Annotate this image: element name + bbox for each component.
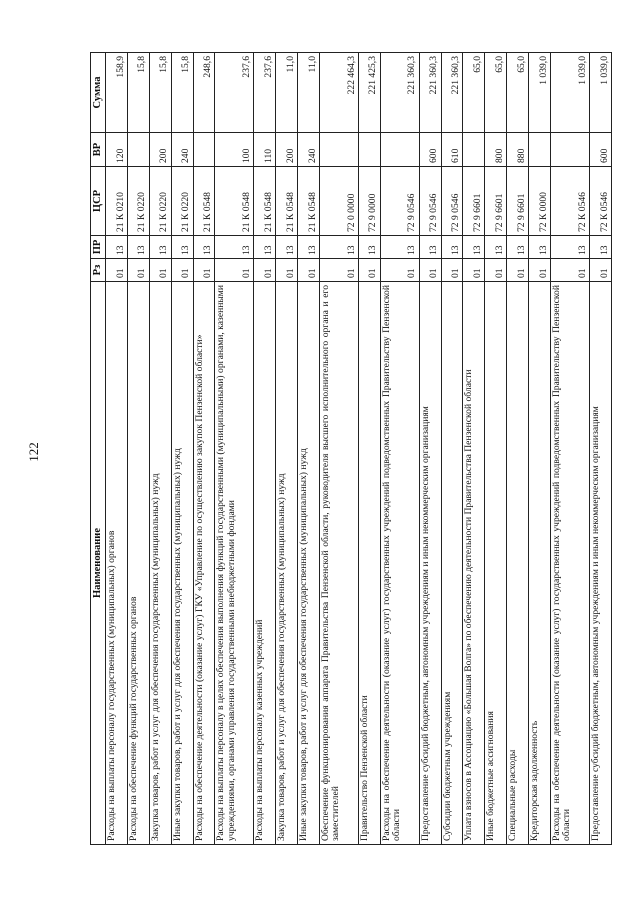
row-csr: 72 9 0000 — [358, 167, 380, 236]
row-name: Расходы на обеспечение деятельности (оказание услуг) ГКУ «Управление по осуществлению закупок Пензенской области» — [193, 282, 215, 845]
header-rz: Рз — [91, 259, 106, 282]
row-csr: 21 К 0548 — [215, 167, 254, 236]
row-vr: 240 — [298, 133, 320, 167]
row-csr: 72 9 0546 — [441, 167, 463, 236]
table-row — [127, 53, 149, 845]
row-pr: 13 — [358, 236, 380, 259]
row-name: Расходы на обеспечение функций государственных органов — [127, 282, 149, 845]
row-name: Предоставление субсидий бюджетным, автономным учреждениям и иным некоммерческим организациям — [419, 282, 441, 845]
header-sum: Сумма — [91, 53, 106, 133]
row-rz: 01 — [550, 259, 589, 282]
table-row — [149, 53, 171, 845]
row-name: Расходы на обеспечение деятельности (оказание услуг) государственных учреждений подведомственных Правительству Пензенской области — [550, 282, 589, 845]
row-name: Закупка товаров, работ и услуг для обеспечения государственных (муниципальных) нужд — [149, 282, 171, 845]
row-pr: 13 — [550, 236, 589, 259]
row-name: Расходы на выплаты персоналу казенных учреждений — [254, 282, 276, 845]
header-vr: ВР — [91, 133, 106, 167]
row-csr: 72 9 0546 — [419, 167, 441, 236]
row-csr: 21 К 0548 — [254, 167, 276, 236]
row-pr: 13 — [193, 236, 215, 259]
table-row — [298, 53, 320, 845]
row-sum: 15,8 — [171, 53, 193, 133]
row-rz: 01 — [529, 259, 551, 282]
row-sum: 221 360,3 — [441, 53, 463, 133]
row-csr: 21 К 0220 — [149, 167, 171, 236]
row-pr: 13 — [171, 236, 193, 259]
row-sum: 1 039,0 — [550, 53, 589, 133]
row-pr: 13 — [215, 236, 254, 259]
row-vr: 100 — [215, 133, 254, 167]
row-vr: 600 — [419, 133, 441, 167]
row-sum: 65,0 — [463, 53, 485, 133]
row-rz: 01 — [589, 259, 611, 282]
row-name: Расходы на обеспечение деятельности (оказание услуг) государственных учреждений подведомственных Правительству Пензенской области — [380, 282, 419, 845]
row-vr — [193, 133, 215, 167]
table-row — [463, 53, 485, 845]
row-name: Закупка товаров, работ и услуг для обеспечения государственных (муниципальных) нужд — [276, 282, 298, 845]
row-rz: 01 — [463, 259, 485, 282]
row-csr: 72 9 6601 — [463, 167, 485, 236]
row-sum: 15,8 — [149, 53, 171, 133]
row-pr: 13 — [254, 236, 276, 259]
row-vr: 240 — [171, 133, 193, 167]
row-vr — [463, 133, 485, 167]
row-rz: 01 — [276, 259, 298, 282]
row-sum: 158,9 — [106, 53, 128, 133]
row-sum: 11,0 — [298, 53, 320, 133]
row-csr: 72 9 0546 — [380, 167, 419, 236]
row-rz: 01 — [298, 259, 320, 282]
row-sum: 1 039,0 — [529, 53, 551, 133]
row-rz: 01 — [358, 259, 380, 282]
header-csr: ЦСР — [91, 167, 106, 236]
row-pr: 13 — [419, 236, 441, 259]
row-sum: 221 360,3 — [380, 53, 419, 133]
row-vr: 610 — [441, 133, 463, 167]
table-row — [380, 53, 419, 845]
row-csr: 21 К 0548 — [298, 167, 320, 236]
row-pr: 13 — [441, 236, 463, 259]
table-row — [171, 53, 193, 845]
row-vr: 110 — [254, 133, 276, 167]
row-name: Обеспечение функционирования аппарата Правительства Пензенской области, руководителя высшего исполнительного органа и его заместителей — [320, 282, 359, 845]
row-vr: 600 — [589, 133, 611, 167]
row-name: Расходы на выплаты персоналу в целях обеспечения выполнения функций государственными (муниципальными) органами, казенными учреждениями, органами управления государственными внебюджетными фондами — [215, 282, 254, 845]
row-sum: 65,0 — [507, 53, 529, 133]
row-vr: 200 — [276, 133, 298, 167]
row-name: Специальные расходы — [507, 282, 529, 845]
row-csr: 72 К 0000 — [529, 167, 551, 236]
row-sum: 222 464,3 — [320, 53, 359, 133]
row-csr: 21 К 0548 — [276, 167, 298, 236]
table-row — [589, 53, 611, 845]
row-pr: 13 — [589, 236, 611, 259]
row-name: Иные закупки товаров, работ и услуг для обеспечения государственных (муниципальных) нужд — [298, 282, 320, 845]
row-pr: 13 — [463, 236, 485, 259]
row-sum: 1 039,0 — [589, 53, 611, 133]
row-vr — [358, 133, 380, 167]
row-rz: 01 — [149, 259, 171, 282]
table-header-row — [91, 53, 106, 845]
row-sum: 237,6 — [215, 53, 254, 133]
table-row — [358, 53, 380, 845]
row-pr: 13 — [507, 236, 529, 259]
row-rz: 01 — [419, 259, 441, 282]
row-sum: 221 425,3 — [358, 53, 380, 133]
table-row — [485, 53, 507, 845]
table-row — [193, 53, 215, 845]
row-name: Субсидии бюджетным учреждениям — [441, 282, 463, 845]
row-rz: 01 — [106, 259, 128, 282]
row-rz: 01 — [254, 259, 276, 282]
row-rz: 01 — [193, 259, 215, 282]
row-csr: 72 0 0000 — [320, 167, 359, 236]
row-vr — [529, 133, 551, 167]
header-name: Наименование — [91, 282, 106, 845]
row-pr: 13 — [149, 236, 171, 259]
row-sum: 15,8 — [127, 53, 149, 133]
row-vr: 200 — [149, 133, 171, 167]
row-name: Иные закупки товаров, работ и услуг для обеспечения государственных (муниципальных) нужд — [171, 282, 193, 845]
row-csr: 72 9 6601 — [485, 167, 507, 236]
budget-table — [90, 52, 612, 845]
row-rz: 01 — [485, 259, 507, 282]
row-vr — [320, 133, 359, 167]
row-pr: 13 — [485, 236, 507, 259]
row-rz: 01 — [441, 259, 463, 282]
row-sum: 248,6 — [193, 53, 215, 133]
row-pr: 13 — [320, 236, 359, 259]
row-pr: 13 — [298, 236, 320, 259]
row-csr: 21 К 0210 — [106, 167, 128, 236]
row-name: Правительство Пензенской области — [358, 282, 380, 845]
row-name: Кредиторская задолженность — [529, 282, 551, 845]
table-row — [529, 53, 551, 845]
table-row — [254, 53, 276, 845]
table-row — [507, 53, 529, 845]
row-pr: 13 — [106, 236, 128, 259]
row-vr — [380, 133, 419, 167]
row-vr — [127, 133, 149, 167]
row-sum: 221 360,3 — [419, 53, 441, 133]
row-vr: 880 — [507, 133, 529, 167]
row-rz: 01 — [171, 259, 193, 282]
header-pr: ПР — [91, 236, 106, 259]
row-name: Уплата взносов в Ассоциацию «Большая Волга» по обеспечению деятельности Правительства Пензенской области — [463, 282, 485, 845]
row-pr: 13 — [529, 236, 551, 259]
row-rz: 01 — [127, 259, 149, 282]
row-csr: 21 К 0548 — [193, 167, 215, 236]
row-csr: 21 К 0220 — [127, 167, 149, 236]
table-row — [215, 53, 254, 845]
row-vr: 120 — [106, 133, 128, 167]
row-vr — [550, 133, 589, 167]
row-pr: 13 — [276, 236, 298, 259]
table-row — [320, 53, 359, 845]
row-rz: 01 — [320, 259, 359, 282]
row-name: Предоставление субсидий бюджетным, автономным учреждениям и иным некоммерческим организациям — [589, 282, 611, 845]
row-vr: 800 — [485, 133, 507, 167]
row-csr: 72 К 0546 — [589, 167, 611, 236]
row-name: Иные бюджетные ассигнования — [485, 282, 507, 845]
row-sum: 237,6 — [254, 53, 276, 133]
table-row — [441, 53, 463, 845]
row-name: Расходы на выплаты персоналу государственных (муниципальных) органов — [106, 282, 128, 845]
page-number: 122 — [26, 442, 41, 462]
row-rz: 01 — [380, 259, 419, 282]
table-row — [106, 53, 128, 845]
row-csr: 72 9 6601 — [507, 167, 529, 236]
row-csr: 21 К 0220 — [171, 167, 193, 236]
row-sum: 65,0 — [485, 53, 507, 133]
table-row — [276, 53, 298, 845]
table-row — [419, 53, 441, 845]
row-csr: 72 К 0546 — [550, 167, 589, 236]
row-pr: 13 — [380, 236, 419, 259]
row-rz: 01 — [507, 259, 529, 282]
row-rz: 01 — [215, 259, 254, 282]
table-row — [550, 53, 589, 845]
row-sum: 11,0 — [276, 53, 298, 133]
row-pr: 13 — [127, 236, 149, 259]
rotated-page-content — [90, 53, 612, 845]
